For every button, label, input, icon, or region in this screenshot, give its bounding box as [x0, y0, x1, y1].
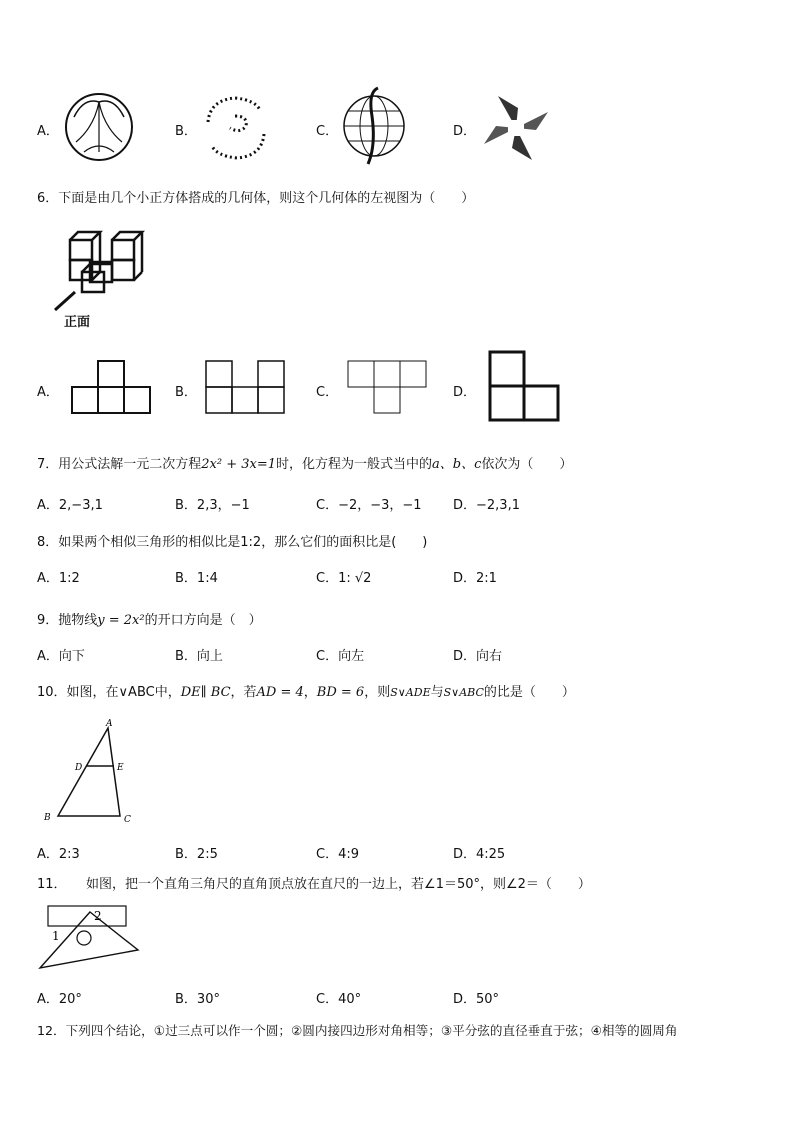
q6-figure-d — [488, 350, 562, 424]
q7-stem — [37, 453, 572, 472]
q6-option-c-label: C． — [316, 385, 339, 400]
q7-equation: 2x² + 3x=1 — [201, 457, 277, 472]
q7-option-c: C．−2，−3，−1 — [316, 498, 422, 513]
q5-figure-b — [200, 92, 272, 164]
q9-stem — [37, 609, 262, 628]
q8-option-a: A．1:2 — [37, 571, 80, 586]
q10-stem-prefix: 10．如图，在∨ABC中， — [37, 685, 181, 700]
vertex-b-label: B — [44, 813, 51, 823]
q7-option-a: A．2,−3,1 — [37, 498, 103, 513]
q11-ruler-triangle-figure — [38, 902, 142, 970]
q9-stem-suffix: 的开口方向是（ ） — [144, 613, 262, 628]
q10-option-b: B．2:5 — [175, 847, 218, 862]
q10-cond-parallel: DE∥ BC — [180, 685, 231, 700]
q10-sep2: ， — [303, 685, 317, 700]
option-d-label: D． — [453, 124, 477, 139]
q8-option-c: C．1: √2 — [316, 571, 372, 586]
q6-option-b-label: B． — [175, 385, 197, 400]
q9-option-b: B．向上 — [175, 649, 223, 664]
q11-stem: 11． 如图，把一个直角三角尺的直角顶点放在直尺的一边上，若∠1＝50°，则∠2＝（ ） — [37, 877, 591, 892]
q10-stem-mid: 与 — [430, 685, 444, 700]
q6-option-d-label: D． — [453, 385, 477, 400]
q10-option-c: C．4:9 — [316, 847, 359, 862]
q10-cond-bd: BD = 6 — [316, 685, 365, 700]
q9-option-d: D．向右 — [453, 649, 503, 664]
option-b-label: B． — [175, 124, 197, 139]
q10-option-d: D．4:25 — [453, 847, 506, 862]
q7-stem-prefix: 7．用公式法解一元二次方程 — [37, 457, 202, 472]
option-a-label: A． — [37, 124, 59, 139]
q6-stem: 6．下面是由几个小正方体搭成的几何体，则这个几何体的左视图为（ ） — [37, 191, 475, 206]
q9-option-a: A．向下 — [37, 649, 85, 664]
q9-option-c: C．向左 — [316, 649, 365, 664]
q11-option-b: B．30° — [175, 992, 220, 1007]
q10-triangle-figure — [40, 718, 140, 828]
q10-cond-ad: AD = 4 — [256, 685, 304, 700]
q7-vars: a、b、c — [432, 457, 482, 472]
point-e-label: E — [117, 763, 124, 773]
q10-sep3: ，则 — [364, 685, 391, 700]
front-view-label: 正面 — [64, 315, 91, 330]
q8-stem: 8．如果两个相似三角形的相似比是1:2，那么它们的面积比是( ) — [37, 535, 428, 550]
q10-area-ade: S∨ADE — [390, 686, 431, 699]
q6-option-a-label: A． — [37, 385, 59, 400]
q12-stem: 12．下列四个结论，①过三点可以作一个圆；②圆内接四边形对角相等；③平分弦的直径垂直于弦；④相等的圆周角 — [37, 1023, 678, 1038]
q10-option-a: A．2:3 — [37, 847, 80, 862]
q6-figure-b — [204, 360, 288, 416]
q7-stem-suffix: 时，化方程为一般式当中的 — [276, 457, 433, 472]
q8-option-d: D．2:1 — [453, 571, 497, 586]
q10-sep1: ，若 — [230, 685, 257, 700]
q10-stem-end: 的比是（ ） — [483, 685, 575, 700]
vertex-a-label: A — [106, 719, 113, 729]
q7-stem-end: 依次为（ ） — [481, 457, 573, 472]
q6-figure-a — [70, 360, 154, 416]
option-c-label: C． — [316, 124, 339, 139]
angle-1-label: 1 — [52, 929, 60, 943]
q10-area-abc: S∨ABC — [443, 686, 484, 699]
q5-figure-d — [478, 90, 554, 166]
point-d-label: D — [75, 763, 83, 773]
q11-option-d: D．50° — [453, 992, 500, 1007]
q9-equation: y = 2x² — [97, 613, 145, 628]
q10-stem — [37, 681, 575, 700]
q6-solid-figure — [50, 228, 160, 318]
q7-option-b: B．2,3，−1 — [175, 498, 250, 513]
q9-stem-prefix: 9．抛物线 — [37, 613, 98, 628]
q7-option-d: D．−2,3,1 — [453, 498, 520, 513]
q11-option-c: C．40° — [316, 992, 362, 1007]
q5-figure-a — [64, 92, 134, 162]
q6-figure-c — [346, 360, 430, 416]
q11-option-a: A．20° — [37, 992, 82, 1007]
q5-figure-c — [338, 86, 410, 166]
vertex-c-label: C — [124, 815, 131, 825]
q8-option-b: B．1:4 — [175, 571, 218, 586]
angle-2-label: 2 — [94, 909, 102, 923]
